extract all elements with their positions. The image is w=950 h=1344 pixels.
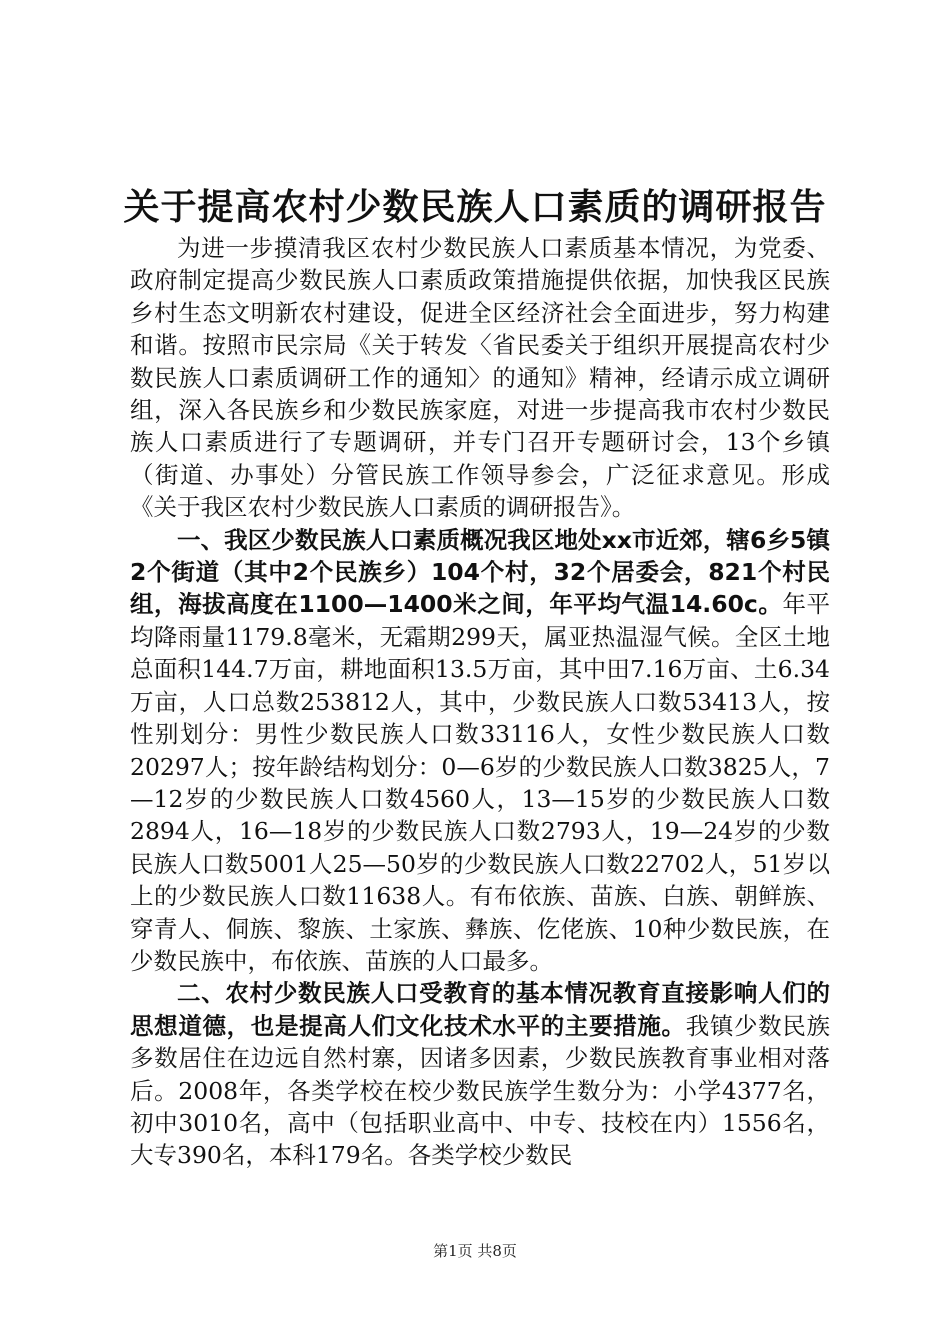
paragraph-section-1	[130, 524, 830, 978]
paragraph-section-2	[130, 977, 830, 1171]
paragraph-intro	[130, 232, 830, 524]
document-body	[130, 232, 830, 1172]
document-title: 关于提高农村少数民族人口素质的调研报告	[123, 186, 827, 228]
section-2-text: 我镇少数民族多数居住在边远自然村寨，因诸多因素，少数民族教育事业相对落后。2008年，各类学校在校少数民族学生数分为：小学4377名，初中3010名，高中（包括职业高中、中专、技校在内）1556名，大专390名，本科179名。各类学校少数民	[130, 1011, 831, 1170]
section-1-text: 年平均降雨量1179.8毫米，无霜期299天，属亚热温湿气候。全区土地总面积144.7万亩，耕地面积13.5万亩，其中田7.16万亩、土6.34万亩，人口总数253812人，其中，少数民族人口数53413人，按性别划分：男性少数民族人口数33116人，女性少数民族人口数20297人；按年龄结构划分：0—6岁的少数民族人口数3825人，7—12岁的少数民族人口数4560人，13—15岁的少数民族人口数2894人，16—18岁的少数民族人口数2793人，19—24岁的少数民族人口数5001人25—50岁的少数民族人口数22702人，51岁以上的少数民族人口数11638人。有布依族、苗族、白族、朝鲜族、穿青人、侗族、黎族、土家族、彝族、仡佬族、10种少数民族，在少数民族中，布依族、苗族的人口最多。	[130, 590, 830, 975]
paragraph-intro-text: 为进一步摸清我区农村少数民族人口素质基本情况，为党委、政府制定提高少数民族人口素质政策措施提供依据，加快我区民族乡村生态文明新农村建设，促进全区经济社会全面进步，努力构建和谐。按照市民宗局《关于转发〈省民委关于组织开展提高农村少数民族人口素质调研工作的通知〉的通知》精神，经请示成立调研组，深入各民族乡和少数民族家庭，对进一步提高我市农村少数民族人口素质进行了专题调研，并专门召开专题研讨会，13个乡镇（街道、办事处）分管民族工作领导参会，广泛征求意见。形成《关于我区农村少数民族人口素质的调研报告》。	[130, 234, 830, 522]
page-footer: 第1页 共8页	[433, 1242, 517, 1260]
section-1-heading: 一、我区少数民族人口素质概况我区地处xx市近郊，辖6乡5镇2个街道（其中2个民族乡）104个村，32个居委会，821个村民组，海拔高度在1100—1400米之间，年平均气温14.60c。	[130, 525, 830, 619]
section-2-heading: 二、农村少数民族人口受教育的基本情况教育直接影响人们的思想道德，也是提高人们文化技术水平的主要措施。	[130, 979, 830, 1040]
